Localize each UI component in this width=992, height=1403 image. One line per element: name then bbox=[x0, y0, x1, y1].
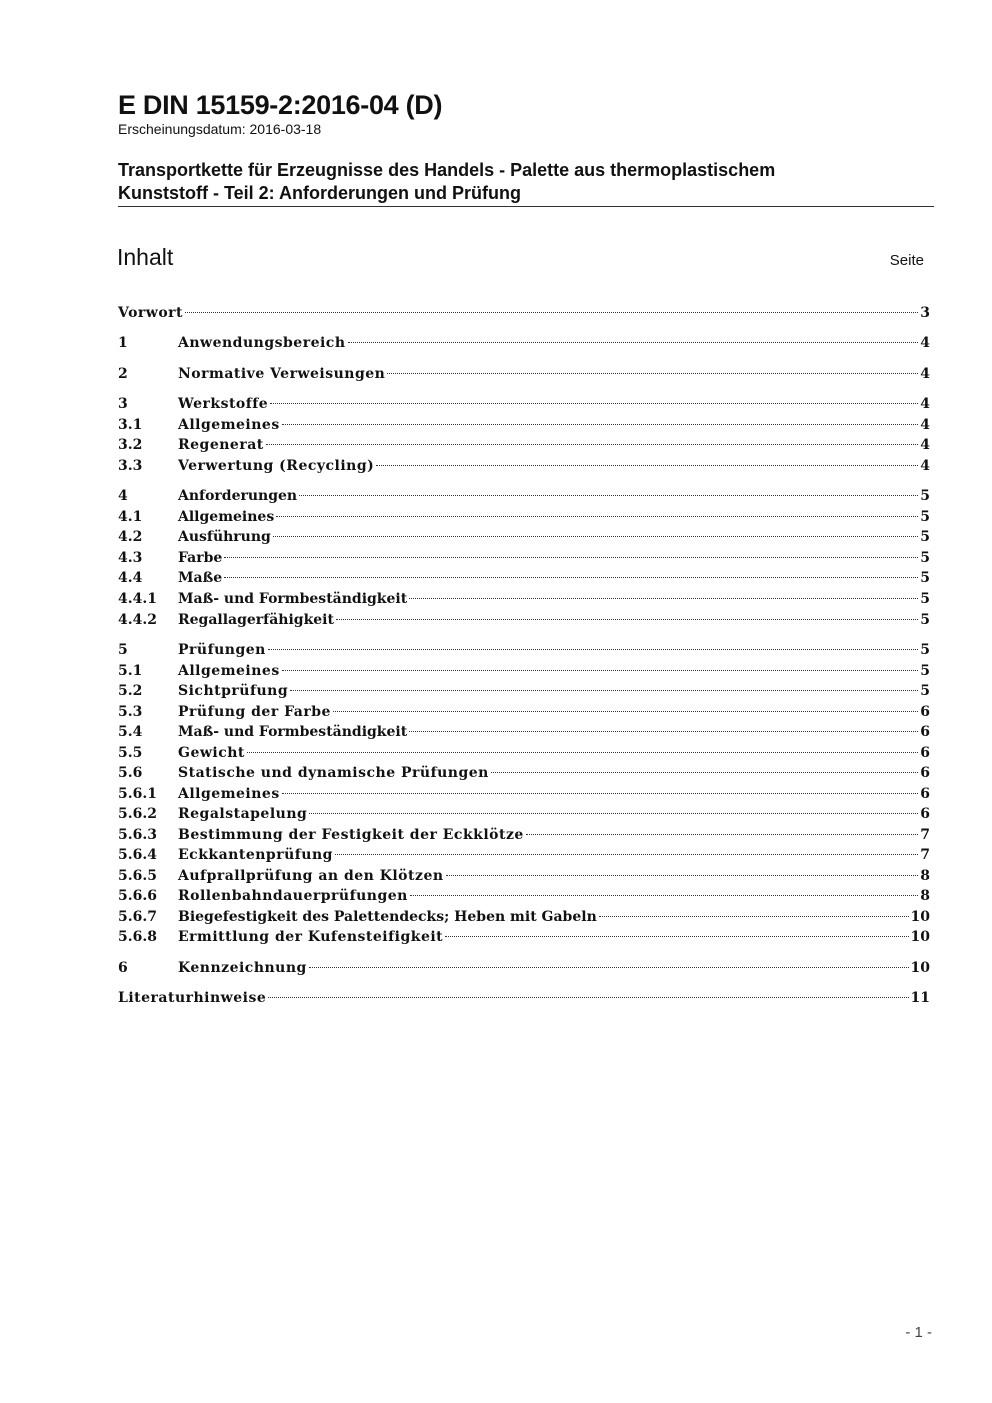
toc-entry-page: 10 bbox=[910, 960, 930, 976]
toc-dot-leader bbox=[309, 813, 918, 814]
toc-entry[interactable] bbox=[118, 364, 930, 384]
toc-entry[interactable] bbox=[118, 845, 930, 865]
toc-entry-number: 3.3 bbox=[118, 458, 143, 474]
toc-dot-leader bbox=[387, 373, 918, 374]
toc-entry-title: Maß- und Formbeständigkeit bbox=[178, 724, 408, 740]
toc-entry-title: Statische und dynamische Prüfungen bbox=[178, 765, 489, 781]
toc-entry-number: 5.1 bbox=[118, 663, 143, 679]
toc-entry[interactable] bbox=[118, 456, 930, 476]
toc-entry-title: Werkstoffe bbox=[178, 396, 269, 412]
toc-entry[interactable] bbox=[118, 568, 930, 588]
toc-entry-page: 5 bbox=[920, 550, 930, 566]
toc-dot-leader bbox=[526, 834, 918, 835]
toc-entry[interactable] bbox=[118, 303, 930, 323]
toc-entry-page: 4 bbox=[920, 366, 930, 382]
toc-entry-title: Regenerat bbox=[178, 437, 264, 453]
document-title-line-1: Transportkette für Erzeugnisse des Handels - Palette aus thermoplastischem bbox=[118, 160, 776, 180]
toc-entry-title: Kennzeichnung bbox=[178, 960, 307, 976]
toc-entry-title: Sichtprüfung bbox=[178, 683, 289, 699]
toc-entry-title: Allgemeines bbox=[178, 663, 280, 679]
toc-entry-page: 5 bbox=[920, 570, 930, 586]
toc-entry[interactable] bbox=[118, 435, 930, 455]
toc-entry-number: 5.6 bbox=[118, 765, 143, 781]
toc-dot-leader bbox=[282, 793, 919, 794]
toc-dot-leader bbox=[309, 967, 909, 968]
toc-entry-number: 5.6.7 bbox=[118, 909, 157, 925]
toc-entry-page: 5 bbox=[920, 683, 930, 699]
toc-dot-leader bbox=[409, 598, 918, 599]
toc-entry-title: Prüfungen bbox=[178, 642, 266, 658]
toc-entry-title: Farbe bbox=[178, 550, 223, 566]
toc-entry-number: 3 bbox=[118, 396, 128, 412]
toc-entry-number: 4.4.2 bbox=[118, 612, 157, 628]
toc-page-label: Seite bbox=[889, 252, 924, 269]
toc-entry-page: 5 bbox=[920, 509, 930, 525]
toc-entry-number: 5.2 bbox=[118, 683, 143, 699]
toc-entry-number: 2 bbox=[118, 366, 128, 382]
toc-entry-title: Allgemeines bbox=[178, 417, 280, 433]
toc-dot-leader bbox=[276, 516, 918, 517]
toc-dot-leader bbox=[410, 895, 918, 896]
toc-entry[interactable] bbox=[118, 907, 930, 927]
toc-entry-page: 5 bbox=[920, 529, 930, 545]
toc-entry-page: 7 bbox=[920, 827, 930, 843]
toc-entry[interactable] bbox=[118, 527, 930, 547]
toc-dot-leader bbox=[445, 936, 908, 937]
toc-dot-leader bbox=[268, 997, 908, 998]
toc-entry-number: 4.2 bbox=[118, 529, 143, 545]
toc-entry[interactable] bbox=[118, 681, 930, 701]
title-divider bbox=[118, 206, 934, 207]
toc-dot-leader bbox=[376, 465, 918, 466]
toc-entry-number: 4 bbox=[118, 488, 128, 504]
toc-entry-number: 5.6.5 bbox=[118, 868, 157, 884]
toc-entry-title: Gewicht bbox=[178, 745, 245, 761]
toc-entry-number: 5.4 bbox=[118, 724, 143, 740]
toc-entry-page: 8 bbox=[920, 888, 930, 904]
toc-entry-page: 7 bbox=[920, 847, 930, 863]
document-title bbox=[118, 159, 934, 205]
toc-entry-page: 5 bbox=[920, 488, 930, 504]
toc-entry-title: Normative Verweisungen bbox=[178, 366, 386, 382]
page-number: - 1 - bbox=[905, 1324, 932, 1341]
toc-dot-leader bbox=[409, 731, 918, 732]
toc-dot-leader bbox=[333, 711, 918, 712]
toc-entry-title: Ermittlung der Kufensteifigkeit bbox=[178, 929, 444, 945]
toc-entry-number: 5 bbox=[118, 642, 128, 658]
toc-entry-number: 1 bbox=[118, 335, 128, 351]
toc-entry-title: Vorwort bbox=[118, 305, 184, 321]
toc-entry-page: 4 bbox=[920, 417, 930, 433]
toc-dot-leader bbox=[282, 424, 919, 425]
toc-entry-title: Anwendungsbereich bbox=[178, 335, 346, 351]
toc-entry-number: 6 bbox=[118, 960, 128, 976]
toc-entry[interactable] bbox=[118, 722, 930, 742]
toc-entry[interactable] bbox=[118, 763, 930, 783]
toc-entry-page: 5 bbox=[920, 642, 930, 658]
toc-entry[interactable] bbox=[118, 886, 930, 906]
toc-entry[interactable] bbox=[118, 825, 930, 845]
toc-entry-page: 10 bbox=[910, 929, 930, 945]
toc-entry[interactable] bbox=[118, 784, 930, 804]
toc-dot-leader bbox=[273, 536, 918, 537]
toc-entry[interactable] bbox=[118, 589, 930, 609]
toc-entry-number: 5.3 bbox=[118, 704, 143, 720]
toc-entry-number: 4.4.1 bbox=[118, 591, 157, 607]
toc-dot-leader bbox=[266, 444, 919, 445]
toc-entry-title: Rollenbahndauerprüfungen bbox=[178, 888, 408, 904]
toc-dot-leader bbox=[290, 690, 918, 691]
toc-dot-leader bbox=[224, 557, 918, 558]
toc-entry[interactable] bbox=[118, 743, 930, 763]
toc-dot-leader bbox=[491, 772, 918, 773]
toc-dot-leader bbox=[446, 875, 919, 876]
toc-entry-title: Prüfung der Farbe bbox=[178, 704, 331, 720]
toc-entry-title: Verwertung (Recycling) bbox=[178, 458, 375, 474]
toc-entry[interactable] bbox=[118, 415, 930, 435]
toc-entry[interactable] bbox=[118, 958, 930, 978]
toc-entry-page: 4 bbox=[920, 437, 930, 453]
toc-dot-leader bbox=[247, 752, 918, 753]
toc-entry-page: 6 bbox=[920, 765, 930, 781]
toc-entry-title: Biegefestigkeit des Palettendecks; Heben mit Gabeln bbox=[178, 909, 597, 925]
toc-entry-title: Ausführung bbox=[178, 529, 271, 545]
toc-entry-page: 6 bbox=[920, 704, 930, 720]
toc-entry-number: 5.6.3 bbox=[118, 827, 157, 843]
toc-entry-page: 8 bbox=[920, 868, 930, 884]
toc-entry-number: 5.6.8 bbox=[118, 929, 157, 945]
toc-entry[interactable] bbox=[118, 548, 930, 568]
toc-entry-number: 3.2 bbox=[118, 437, 143, 453]
toc-entry-number: 3.1 bbox=[118, 417, 143, 433]
toc-entry-page: 6 bbox=[920, 745, 930, 761]
toc-entry[interactable] bbox=[118, 610, 930, 630]
toc-entry-title: Regallagerfähigkeit bbox=[178, 612, 334, 628]
toc-entry-number: 4.4 bbox=[118, 570, 143, 586]
toc-entry-title: Regalstapelung bbox=[178, 806, 308, 822]
toc-entry[interactable] bbox=[118, 988, 930, 1008]
toc-entry-number: 5.6.4 bbox=[118, 847, 157, 863]
toc-dot-leader bbox=[348, 342, 919, 343]
toc-entry[interactable] bbox=[118, 866, 930, 886]
toc-entry-title: Maße bbox=[178, 570, 223, 586]
toc-entry-number: 4.3 bbox=[118, 550, 143, 566]
toc-entry[interactable] bbox=[118, 333, 930, 353]
toc-entry-page: 4 bbox=[920, 458, 930, 474]
toc-entry-title: Allgemeines bbox=[178, 509, 275, 525]
toc-entry-title: Bestimmung der Festigkeit der Eckklötze bbox=[178, 827, 524, 843]
toc-entry-page: 5 bbox=[920, 663, 930, 679]
toc-entry-number: 5.6.6 bbox=[118, 888, 157, 904]
toc-entry-page: 5 bbox=[920, 612, 930, 628]
toc-dot-leader bbox=[185, 312, 918, 313]
toc-dot-leader bbox=[224, 577, 918, 578]
toc-entry-number: 5.6.1 bbox=[118, 786, 157, 802]
toc-dot-leader bbox=[299, 495, 918, 496]
toc-entry-page: 11 bbox=[910, 990, 930, 1006]
toc-dot-leader bbox=[336, 619, 918, 620]
toc-dot-leader bbox=[268, 649, 918, 650]
toc-entry-title: Maß- und Formbeständigkeit bbox=[178, 591, 408, 607]
toc-entry-page: 6 bbox=[920, 806, 930, 822]
toc-entry[interactable] bbox=[118, 394, 930, 414]
toc-entry[interactable] bbox=[118, 486, 930, 506]
toc-entry[interactable] bbox=[118, 661, 930, 681]
toc-entry[interactable] bbox=[118, 804, 930, 824]
toc-entry[interactable] bbox=[118, 640, 930, 660]
toc-dot-leader bbox=[282, 670, 919, 671]
toc-entry-number: 5.6.2 bbox=[118, 806, 157, 822]
document-title-line-2: Kunststoff - Teil 2: Anforderungen und Prüfung bbox=[118, 183, 521, 203]
toc-entry-title: Literaturhinweise bbox=[118, 990, 267, 1006]
toc-entry[interactable] bbox=[118, 507, 930, 527]
toc-entry-page: 10 bbox=[910, 909, 930, 925]
toc-entry[interactable] bbox=[118, 702, 930, 722]
publication-date: Erscheinungsdatum: 2016-03-18 bbox=[118, 121, 322, 137]
toc-entry-page: 4 bbox=[920, 335, 930, 351]
toc-entry-number: 5.5 bbox=[118, 745, 143, 761]
toc-entry[interactable] bbox=[118, 927, 930, 947]
toc-dot-leader bbox=[335, 854, 918, 855]
toc-entry-page: 6 bbox=[920, 786, 930, 802]
toc-entry-number: 4.1 bbox=[118, 509, 143, 525]
toc-dot-leader bbox=[599, 916, 909, 917]
document-id: E DIN 15159-2:2016-04 (D) bbox=[118, 90, 443, 120]
toc-heading: Inhalt bbox=[117, 244, 174, 270]
toc-entry-page: 5 bbox=[920, 591, 930, 607]
toc-entry-page: 3 bbox=[920, 305, 930, 321]
toc-dot-leader bbox=[270, 403, 918, 404]
toc-entry-title: Eckkantenprüfung bbox=[178, 847, 333, 863]
toc-entry-page: 6 bbox=[920, 724, 930, 740]
toc-entry-page: 4 bbox=[920, 396, 930, 412]
toc-entry-title: Allgemeines bbox=[178, 786, 280, 802]
toc-entry-title: Aufprallprüfung an den Klötzen bbox=[178, 868, 444, 884]
toc-entry-title: Anforderungen bbox=[178, 488, 298, 504]
